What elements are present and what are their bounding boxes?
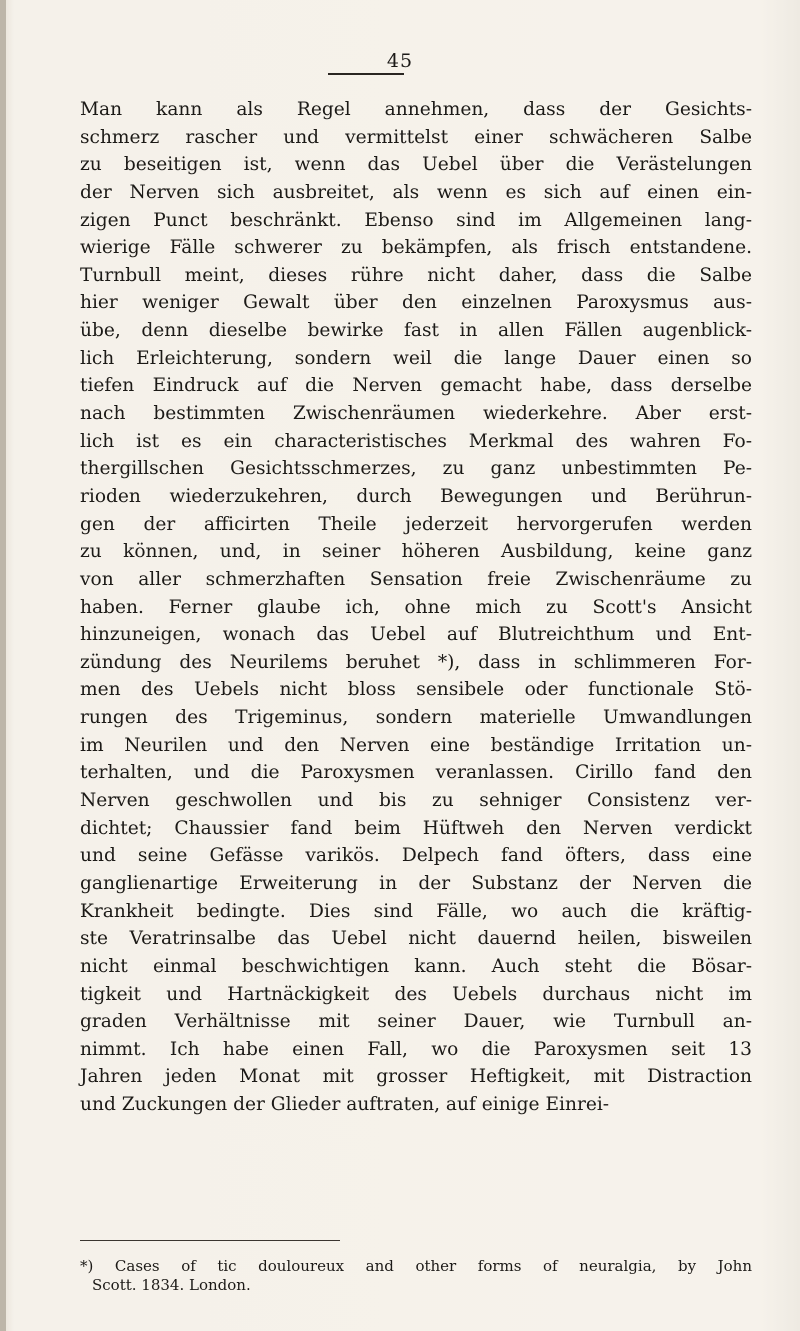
text-line: rioden wiederzukehren, durch Bewegungen und Berührun- <box>80 485 752 507</box>
text-line: terhalten, und die Paroxysmen veranlassen. Cirillo fand den <box>80 762 752 784</box>
text-line: und seine Gefässe varikös. Delpech fand öfters, dass eine <box>80 845 752 867</box>
text-line: men des Uebels nicht bloss sensibele oder functionale Stö- <box>80 679 752 701</box>
text-line: Nerven geschwollen und bis zu sehniger Consistenz ver- <box>80 790 752 812</box>
text-line: tigkeit und Hartnäckigkeit des Uebels durchaus nicht im <box>80 983 752 1005</box>
footnote-rule <box>80 1240 340 1241</box>
text-line: ganglienartige Erweiterung in der Substanz der Nerven die <box>80 872 752 894</box>
text-line: rungen des Trigeminus, sondern materielle Umwandlungen <box>80 707 752 729</box>
page-number: 45 <box>386 50 414 72</box>
text-line: ste Veratrinsalbe das Uebel nicht dauernd heilen, bisweilen <box>80 928 752 950</box>
text-line: lich ist es ein characteristisches Merkmal des wahren Fo- <box>80 430 752 452</box>
text-line: Jahren jeden Monat mit grosser Heftigkeit, mit Distraction <box>80 1066 752 1088</box>
text-line: der Nerven sich ausbreitet, als wenn es sich auf einen ein- <box>80 181 752 203</box>
text-line: im Neurilen und den Nerven eine beständige Irritation un- <box>80 734 752 756</box>
text-line: lich Erleichterung, sondern weil die lange Dauer einen so <box>80 347 752 369</box>
text-line: nimmt. Ich habe einen Fall, wo die Paroxysmen seit 13 <box>80 1038 752 1060</box>
text-line: thergillschen Gesichtsschmerzes, zu ganz unbestimmten Pe- <box>80 458 752 480</box>
text-line: gen der afficirten Theile jederzeit hervorgerufen werden <box>80 513 752 535</box>
text-line: schmerz rascher und vermittelst einer schwächeren Salbe <box>80 126 752 148</box>
text-line: Man kann als Regel annehmen, dass der Gesichts- <box>80 99 752 120</box>
text-line: von aller schmerzhaften Sensation freie Zwischenräume zu <box>80 568 752 590</box>
text-line: nach bestimmten Zwischenräumen wiederkehre. Aber erst- <box>80 403 752 425</box>
text-line: dichtet; Chaussier fand beim Hüftweh den Nerven verdickt <box>80 817 752 839</box>
text-line: nicht einmal beschwichtigen kann. Auch steht die Bösar- <box>80 955 752 977</box>
text-line: tiefen Eindruck auf die Nerven gemacht habe, dass derselbe <box>80 375 752 397</box>
body-text <box>80 96 752 1119</box>
text-line: übe, denn dieselbe bewirke fast in allen Fällen augenblick- <box>80 320 752 342</box>
text-line: hier weniger Gewalt über den einzelnen Paroxysmus aus- <box>80 292 752 314</box>
text-line: zigen Punct beschränkt. Ebenso sind im Allgemeinen lang- <box>80 209 752 231</box>
text-line: wierige Fälle schwerer zu bekämpfen, als frisch entstandene. <box>80 237 752 259</box>
footnote-line: Scott. 1834. London. <box>92 1276 251 1294</box>
page-number-rule <box>328 73 404 75</box>
text-line: zu können, und, in seiner höheren Ausbildung, keine ganz <box>80 541 752 563</box>
text-line: haben. Ferner glaube ich, ohne mich zu Scott's Ansicht <box>80 596 752 618</box>
text-line: Krankheit bedingte. Dies sind Fälle, wo auch die kräftig- <box>80 900 752 922</box>
text-line: und Zuckungen der Glieder auftraten, auf einige Einrei- <box>80 1094 610 1116</box>
text-line: Turnbull meint, dieses rühre nicht daher, dass die Salbe <box>80 264 752 286</box>
footnotes <box>80 1257 752 1295</box>
page-binding-edge <box>0 0 6 1331</box>
text-line: graden Verhältnisse mit seiner Dauer, wie Turnbull an- <box>80 1011 752 1033</box>
text-line: hinzuneigen, wonach das Uebel auf Blutreichthum und Ent- <box>80 624 752 646</box>
text-line: zu beseitigen ist, wenn das Uebel über die Verästelungen <box>80 154 752 176</box>
footnote-line: *) Cases of tic douloureux and other forms of neuralgia, by John <box>80 1257 752 1275</box>
text-line: zündung des Neurilems beruhet *), dass in schlimmeren For- <box>80 651 752 673</box>
